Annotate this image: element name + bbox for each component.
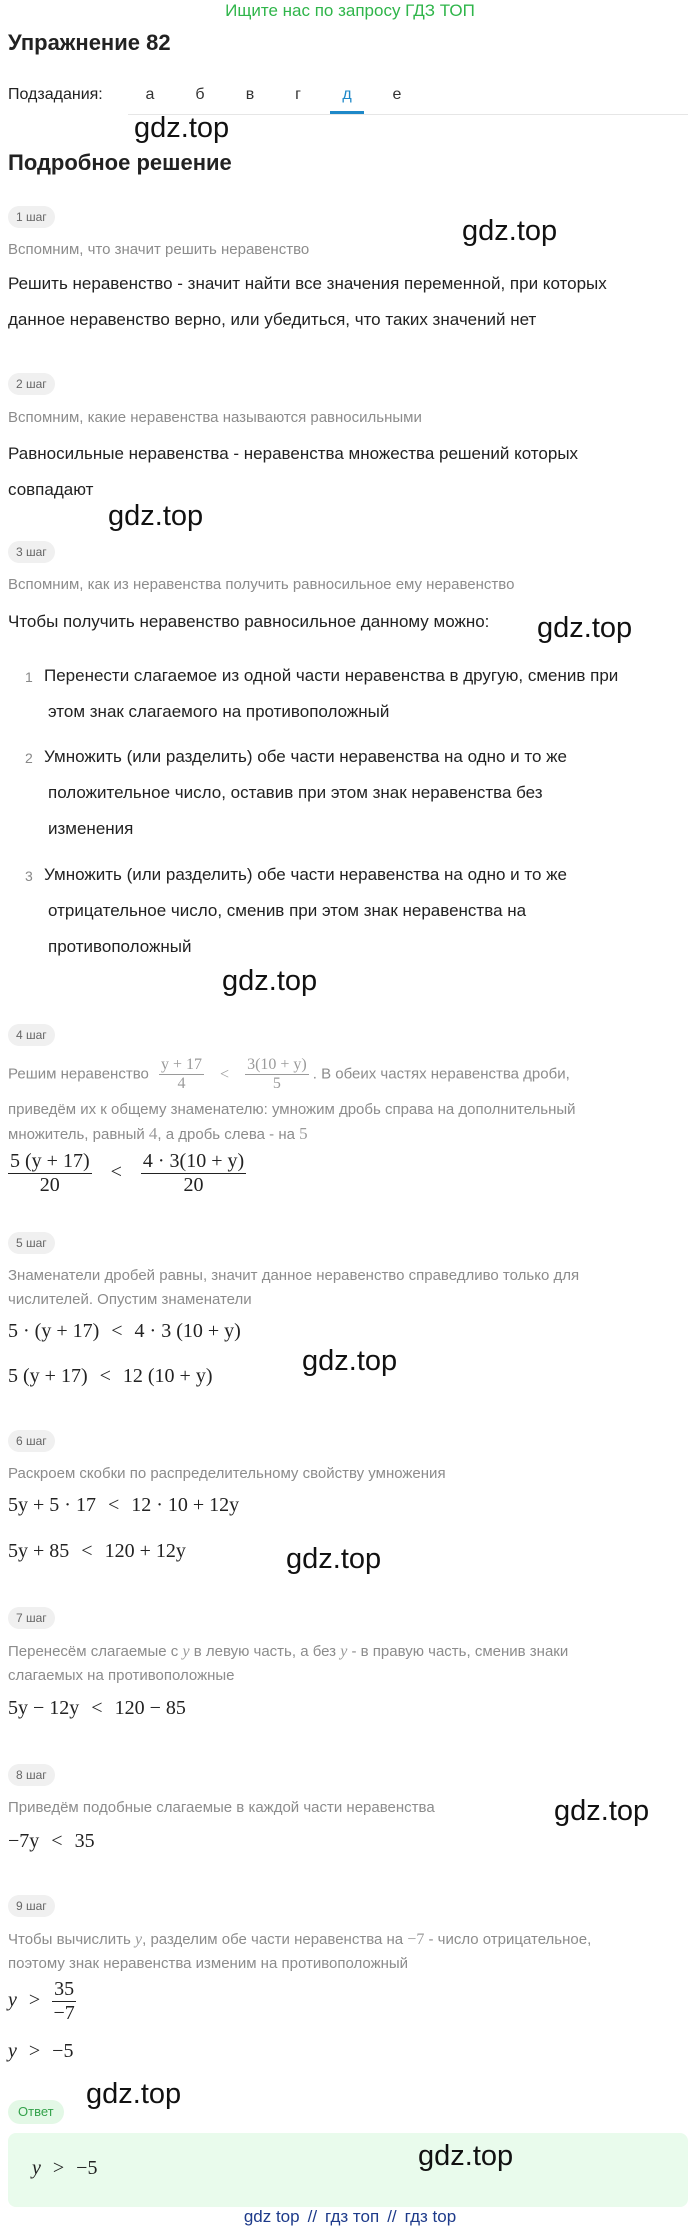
watermark: gdz.top	[86, 2078, 182, 2110]
list-item: отрицательное число, сменив при этом знак неравенства на	[48, 901, 527, 920]
watermark: gdz.top	[554, 1795, 650, 1827]
hint-text: Решим неравенство	[8, 1065, 149, 1083]
exercise-title: Упражнение 82	[8, 30, 171, 55]
math-equation: 5y + 5 · 17 < 12 · 10 + 12y	[8, 1494, 240, 1516]
step-hint: приведём их к общему знаменателю: умножим дробь справа на дополнительный	[8, 1101, 576, 1118]
step-text: данное неравенство верно, или убедиться, что таких значений нет	[8, 310, 537, 329]
step-hint: множитель, равный 4, а дробь слева - на 5	[8, 1124, 308, 1143]
tab-subtask-v[interactable]: в	[245, 86, 255, 103]
watermark: gdz.top	[222, 965, 318, 997]
section-title: Подробное решение	[8, 150, 232, 175]
list-item: изменения	[48, 819, 134, 838]
fraction: $\frac{y + 17}{4}$	[161, 1056, 203, 1093]
step-text: Равносильные неравенства - неравенства множества решений которых	[8, 444, 579, 463]
step-text: Решить неравенство - значит найти все значения переменной, при которых	[8, 274, 607, 293]
step-hint: Вспомним, что значит решить неравенство	[8, 241, 310, 258]
step-badge: 6 шаг	[8, 1430, 55, 1452]
list-item: этом знак слагаемого на противоположный	[48, 702, 390, 721]
step-hint	[8, 1056, 688, 1094]
step-hint: Чтобы вычислить y, разделим обе части неравенства на −7 - число отрицательное,	[8, 1931, 592, 1948]
search-banner: Ищите нас по запросу ГДЗ ТОП	[225, 1, 475, 20]
tab-subtask-d[interactable]: д	[330, 86, 364, 114]
fraction: $\frac{3(10 + y)}{5}$	[247, 1056, 307, 1093]
step-hint: слагаемых на противоположные	[8, 1667, 235, 1684]
watermark: gdz.top	[302, 1345, 398, 1377]
watermark: gdz.top	[462, 215, 558, 247]
step-badge: 1 шаг	[8, 206, 55, 228]
hint-text: . В обеих частях неравенства дроби,	[312, 1065, 570, 1083]
step-badge: 2 шаг	[8, 373, 55, 395]
math-equation: 5 (y + 17) < 12 (10 + y)	[8, 1365, 213, 1387]
step-hint: Вспомним, как из неравенства получить равносильное ему неравенство	[8, 576, 515, 593]
step-badge: 4 шаг	[8, 1024, 55, 1046]
subtasks-label: Подзадания:	[8, 86, 103, 103]
step-hint: Раскроем скобки по распределительному свойству умножения	[8, 1465, 446, 1482]
hint-inequality: $\frac{y + 17}{4}$ < $\frac{3(10 + y)}{5}$	[161, 1056, 307, 1093]
answer-badge: Ответ	[8, 2100, 64, 2124]
watermark: gdz.top	[134, 112, 230, 144]
step-text: Чтобы получить неравенство равносильное данному можно:	[8, 612, 490, 631]
step-hint: Перенесём слагаемые с y в левую часть, а без y - в правую часть, сменив знаки	[8, 1643, 569, 1660]
list-item-number: 3	[25, 868, 33, 884]
step-hint: Вспомним, какие неравенства называются равносильными	[8, 409, 422, 426]
math-equation: 5y − 12y < 120 − 85	[8, 1697, 186, 1719]
step-hint: Знаменатели дробей равны, значит данное неравенство справедливо только для	[8, 1267, 580, 1284]
step-badge: 9 шаг	[8, 1895, 55, 1917]
tab-subtask-g[interactable]: г	[295, 86, 301, 103]
math-equation: y > −5	[8, 2040, 74, 2062]
step-text: совпадают	[8, 480, 94, 499]
list-item: положительное число, оставив при этом знак неравенства без	[48, 783, 543, 802]
step-hint: поэтому знак неравенства изменим на противоположный	[8, 1955, 409, 1972]
tab-subtask-a[interactable]: а	[145, 86, 155, 103]
watermark: gdz.top	[537, 612, 633, 644]
step-badge: 8 шаг	[8, 1764, 55, 1786]
math-equation: −7y < 35	[8, 1830, 95, 1852]
list-item-number: 2	[25, 750, 33, 766]
watermark: gdz.top	[286, 1543, 382, 1575]
footer-links: gdz top // гдз топ // гдз top	[243, 2207, 457, 2226]
list-item: Умножить (или разделить) обе части неравенства на одно и то же	[44, 747, 567, 766]
list-item-number: 1	[25, 669, 33, 685]
list-item: противоположный	[48, 937, 192, 956]
list-item: Умножить (или разделить) обе части неравенства на одно и то же	[44, 865, 567, 884]
step-badge: 3 шаг	[8, 541, 55, 563]
answer-box	[8, 2133, 688, 2207]
fraction: $\frac{35}{-7}$	[53, 1978, 75, 2024]
step-hint: числителей. Опустим знаменатели	[8, 1291, 252, 1308]
tab-subtask-b[interactable]: б	[195, 86, 205, 103]
math-equation: $\frac{5 (y + 17)}{20}$ < $\frac{4 \cdot 3(10 + y)}{20}$	[10, 1150, 245, 1196]
step-badge: 5 шаг	[8, 1232, 55, 1254]
math-equation: 5y + 85 < 120 + 12y	[8, 1540, 186, 1562]
watermark: gdz.top	[418, 2140, 514, 2172]
footer-link[interactable]: гдз топ	[325, 2207, 380, 2226]
step-hint: Приведём подобные слагаемые в каждой части неравенства	[8, 1799, 435, 1816]
fraction: $\frac{5 (y + 17)}{20}$	[10, 1150, 90, 1196]
list-item: Перенести слагаемое из одной части неравенства в другую, сменив при	[44, 666, 619, 685]
answer-value: y > −5	[32, 2157, 98, 2179]
tab-subtask-e[interactable]: е	[392, 86, 402, 103]
footer-link[interactable]: gdz top	[243, 2207, 300, 2226]
watermark: gdz.top	[108, 500, 204, 532]
math-equation: y > $\frac{35}{-7}$	[8, 1978, 75, 2024]
fraction: $\frac{4 \cdot 3(10 + y)}{20}$	[142, 1150, 245, 1196]
footer-link[interactable]: гдз top	[404, 2207, 457, 2226]
math-equation: 5 · (y + 17) < 4 · 3 (10 + y)	[8, 1320, 241, 1342]
step-badge: 7 шаг	[8, 1607, 55, 1629]
